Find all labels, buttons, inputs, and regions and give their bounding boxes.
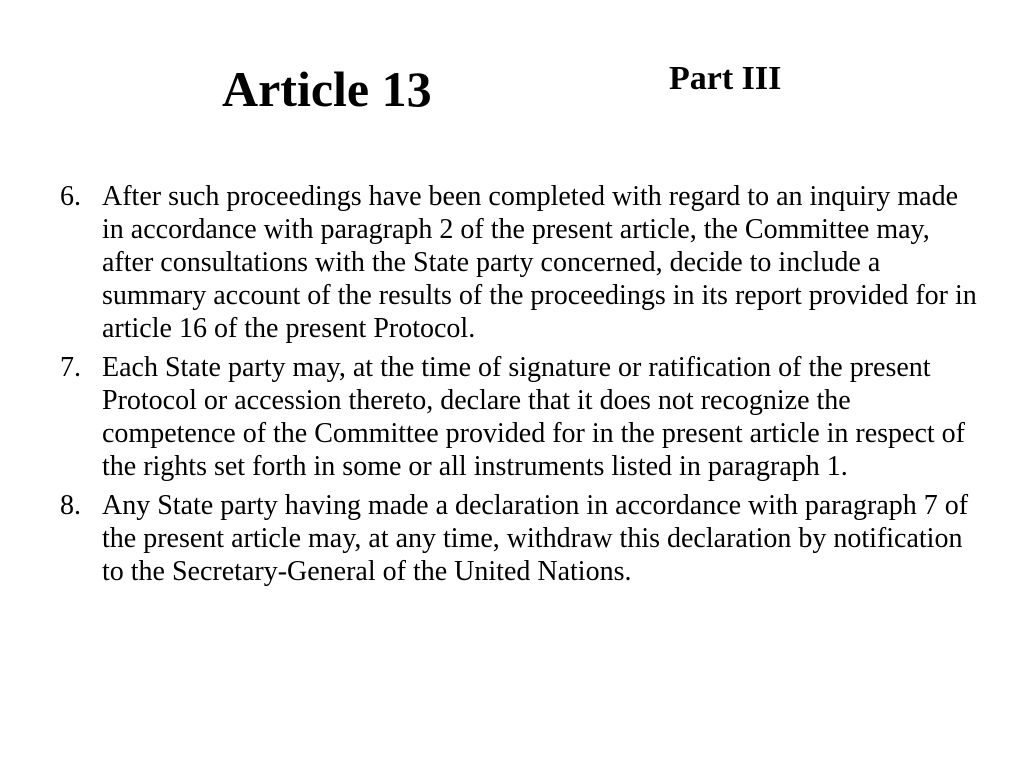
paragraph-item: [60, 180, 980, 345]
slide-title: Article 13: [222, 61, 432, 117]
paragraph-text: Any State party having made a declaration in accordance with paragraph 7 of the present article may, at any time, withdraw this declaration by notification to the Secretary-General of the United Nations.: [102, 490, 969, 587]
paragraph-item: [60, 351, 980, 483]
section-label: Part III: [669, 60, 782, 97]
paragraph-text: Each State party may, at the time of signature or ratification of the present Protocol or accession thereto, declare that it does not recognize the competence of the Committee provided for in the present article in respect of the rights set forth in some or all instruments listed in paragraph 1.: [102, 352, 966, 482]
paragraph-number: 8.: [60, 490, 81, 521]
paragraph-item: [60, 489, 980, 588]
paragraph-text: After such proceedings have been completed with regard to an inquiry made in accordance with paragraph 2 of the present article, the Committee may, after consultations with the State party concerned, decide to include a summary account of the results of the proceedings in its report provided for in article 16 of the present Protocol.: [102, 181, 977, 344]
numbered-paragraph-list: [60, 180, 980, 594]
paragraph-number: 6.: [60, 181, 81, 212]
paragraph-number: 7.: [60, 352, 81, 383]
